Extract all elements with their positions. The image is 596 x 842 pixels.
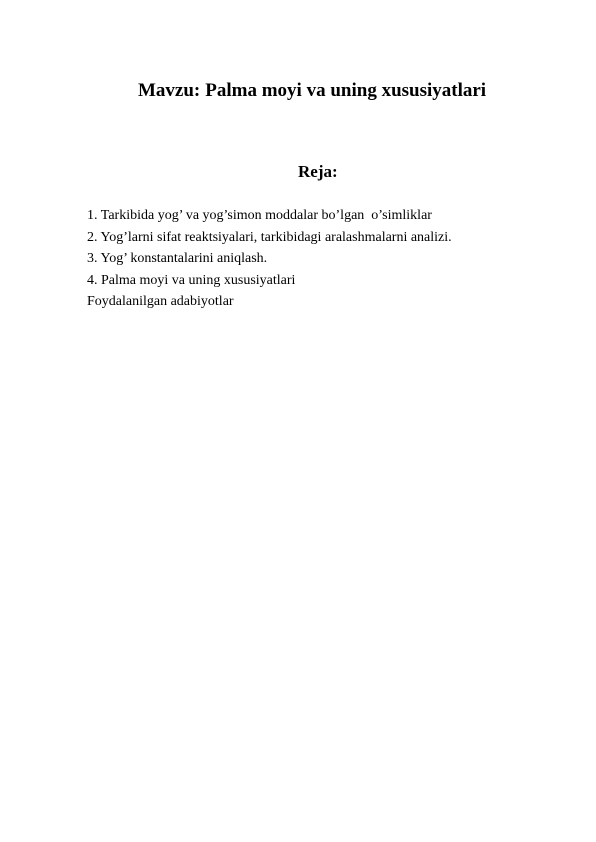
page-title bbox=[138, 80, 486, 102]
title-text: Palma moyi va uning xususiyatlari bbox=[205, 80, 487, 101]
plan-list bbox=[87, 205, 452, 313]
plan-heading: Reja: bbox=[298, 162, 338, 181]
plan-item: 4. Palma moyi va uning xususiyatlari bbox=[87, 272, 296, 288]
plan-item: 2. Yog’larni sifat reaktsiyalari, tarkibidagi aralashmalarni analizi. bbox=[87, 229, 452, 245]
title-label: Mavzu: bbox=[138, 80, 201, 101]
plan-item: 1. Tarkibida yog’ va yog’simon moddalar bo’lgan o’simliklar bbox=[87, 208, 432, 223]
references-item: Foydalanilgan adabiyotlar bbox=[87, 294, 234, 309]
plan-item: 3. Yog’ konstantalarini aniqlash. bbox=[87, 251, 268, 266]
